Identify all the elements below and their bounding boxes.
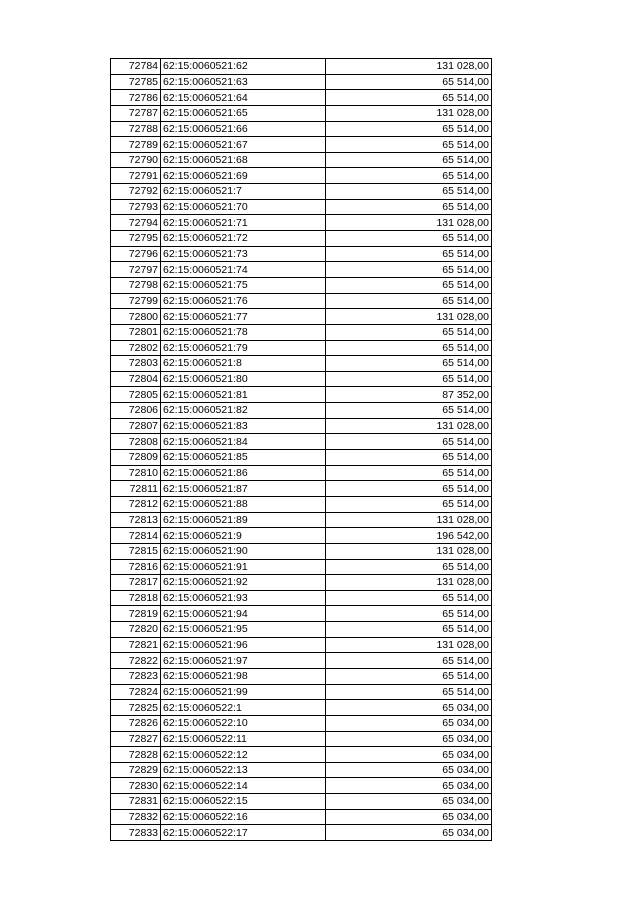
value-cell: 65 514,00	[326, 152, 492, 168]
value-cell: 65 514,00	[326, 590, 492, 606]
row-id-cell: 72825	[111, 700, 161, 716]
cadastral-number-cell: 62:15:0060521:92	[161, 575, 326, 591]
value-cell: 65 514,00	[326, 622, 492, 638]
row-id-cell: 72801	[111, 324, 161, 340]
row-id-cell: 72793	[111, 199, 161, 215]
cadastral-number-cell: 62:15:0060521:75	[161, 277, 326, 293]
row-id-cell: 72813	[111, 512, 161, 528]
table-row	[111, 137, 492, 153]
value-cell: 65 514,00	[326, 74, 492, 90]
table-row	[111, 606, 492, 622]
cadastral-number-cell: 62:15:0060521:83	[161, 418, 326, 434]
row-id-cell: 72817	[111, 575, 161, 591]
row-id-cell: 72790	[111, 152, 161, 168]
row-id-cell: 72819	[111, 606, 161, 622]
table-row	[111, 231, 492, 247]
table-row	[111, 512, 492, 528]
row-id-cell: 72792	[111, 184, 161, 200]
cadastral-number-cell: 62:15:0060521:8	[161, 356, 326, 372]
value-cell: 65 034,00	[326, 794, 492, 810]
value-cell: 65 514,00	[326, 450, 492, 466]
cadastral-number-cell: 62:15:0060521:63	[161, 74, 326, 90]
row-id-cell: 72803	[111, 356, 161, 372]
row-id-cell: 72815	[111, 543, 161, 559]
row-id-cell: 72799	[111, 293, 161, 309]
table-row	[111, 105, 492, 121]
cadastral-number-cell: 62:15:0060521:69	[161, 168, 326, 184]
row-id-cell: 72791	[111, 168, 161, 184]
cadastral-number-cell: 62:15:0060521:97	[161, 653, 326, 669]
table-row	[111, 434, 492, 450]
value-cell: 65 514,00	[326, 231, 492, 247]
table-row	[111, 481, 492, 497]
table-row	[111, 590, 492, 606]
value-cell: 131 028,00	[326, 575, 492, 591]
value-cell: 65 514,00	[326, 403, 492, 419]
cadastral-number-cell: 62:15:0060521:76	[161, 293, 326, 309]
value-cell: 65 034,00	[326, 825, 492, 841]
table-row	[111, 59, 492, 75]
cadastral-number-cell: 62:15:0060521:71	[161, 215, 326, 231]
table-row	[111, 246, 492, 262]
row-id-cell: 72789	[111, 137, 161, 153]
row-id-cell: 72798	[111, 277, 161, 293]
value-cell: 131 028,00	[326, 418, 492, 434]
row-id-cell: 72832	[111, 809, 161, 825]
table-row	[111, 684, 492, 700]
cadastral-number-cell: 62:15:0060521:81	[161, 387, 326, 403]
table-row	[111, 418, 492, 434]
table-row	[111, 496, 492, 512]
table-row	[111, 747, 492, 763]
value-cell: 65 514,00	[326, 606, 492, 622]
cadastral-number-cell: 62:15:0060522:13	[161, 762, 326, 778]
row-id-cell: 72820	[111, 622, 161, 638]
value-cell: 65 514,00	[326, 496, 492, 512]
cadastral-number-cell: 62:15:0060521:98	[161, 668, 326, 684]
cadastral-number-cell: 62:15:0060521:79	[161, 340, 326, 356]
value-cell: 65 514,00	[326, 168, 492, 184]
value-cell: 65 034,00	[326, 747, 492, 763]
row-id-cell: 72802	[111, 340, 161, 356]
value-cell: 65 514,00	[326, 371, 492, 387]
value-cell: 65 514,00	[326, 184, 492, 200]
cadastral-number-cell: 62:15:0060521:65	[161, 105, 326, 121]
table-row	[111, 668, 492, 684]
row-id-cell: 72786	[111, 90, 161, 106]
table-row	[111, 371, 492, 387]
cadastral-number-cell: 62:15:0060521:78	[161, 324, 326, 340]
row-id-cell: 72808	[111, 434, 161, 450]
value-cell: 65 514,00	[326, 137, 492, 153]
value-cell: 65 514,00	[326, 668, 492, 684]
value-cell: 131 028,00	[326, 215, 492, 231]
cadastral-number-cell: 62:15:0060521:74	[161, 262, 326, 278]
table-row	[111, 715, 492, 731]
table-row	[111, 90, 492, 106]
table-row	[111, 450, 492, 466]
cadastral-number-cell: 62:15:0060522:12	[161, 747, 326, 763]
row-id-cell: 72811	[111, 481, 161, 497]
cadastral-number-cell: 62:15:0060521:90	[161, 543, 326, 559]
value-cell: 65 514,00	[326, 481, 492, 497]
cadastral-number-cell: 62:15:0060521:77	[161, 309, 326, 325]
row-id-cell: 72810	[111, 465, 161, 481]
cadastral-number-cell: 62:15:0060521:84	[161, 434, 326, 450]
row-id-cell: 72797	[111, 262, 161, 278]
value-cell: 65 514,00	[326, 356, 492, 372]
value-cell: 131 028,00	[326, 543, 492, 559]
value-cell: 65 034,00	[326, 778, 492, 794]
table-row	[111, 324, 492, 340]
value-cell: 65 514,00	[326, 121, 492, 137]
cadastral-number-cell: 62:15:0060521:88	[161, 496, 326, 512]
value-cell: 65 034,00	[326, 762, 492, 778]
row-id-cell: 72800	[111, 309, 161, 325]
table-row	[111, 262, 492, 278]
cadastral-number-cell: 62:15:0060521:87	[161, 481, 326, 497]
row-id-cell: 72822	[111, 653, 161, 669]
cadastral-number-cell: 62:15:0060521:9	[161, 528, 326, 544]
row-id-cell: 72794	[111, 215, 161, 231]
table-row	[111, 794, 492, 810]
table-row	[111, 653, 492, 669]
value-cell: 65 514,00	[326, 324, 492, 340]
value-cell: 65 514,00	[326, 684, 492, 700]
value-cell: 65 514,00	[326, 199, 492, 215]
row-id-cell: 72796	[111, 246, 161, 262]
table-row	[111, 637, 492, 653]
cadastral-value-table	[110, 58, 492, 841]
value-cell: 65 514,00	[326, 340, 492, 356]
cadastral-number-cell: 62:15:0060521:86	[161, 465, 326, 481]
row-id-cell: 72812	[111, 496, 161, 512]
row-id-cell: 72821	[111, 637, 161, 653]
value-cell: 131 028,00	[326, 637, 492, 653]
table-row	[111, 825, 492, 841]
value-cell: 65 514,00	[326, 465, 492, 481]
row-id-cell: 72809	[111, 450, 161, 466]
table-row	[111, 403, 492, 419]
row-id-cell: 72830	[111, 778, 161, 794]
cadastral-number-cell: 62:15:0060522:17	[161, 825, 326, 841]
table-row	[111, 700, 492, 716]
row-id-cell: 72823	[111, 668, 161, 684]
value-cell: 65 514,00	[326, 262, 492, 278]
table-row	[111, 778, 492, 794]
table-row	[111, 543, 492, 559]
row-id-cell: 72804	[111, 371, 161, 387]
row-id-cell: 72784	[111, 59, 161, 75]
cadastral-number-cell: 62:15:0060521:66	[161, 121, 326, 137]
table-row	[111, 199, 492, 215]
table-row	[111, 74, 492, 90]
row-id-cell: 72828	[111, 747, 161, 763]
cadastral-number-cell: 62:15:0060522:10	[161, 715, 326, 731]
table-row	[111, 356, 492, 372]
row-id-cell: 72833	[111, 825, 161, 841]
value-cell: 131 028,00	[326, 105, 492, 121]
value-cell: 65 034,00	[326, 809, 492, 825]
cadastral-number-cell: 62:15:0060521:80	[161, 371, 326, 387]
table-row	[111, 215, 492, 231]
value-cell: 65 034,00	[326, 731, 492, 747]
table-row	[111, 559, 492, 575]
cadastral-number-cell: 62:15:0060521:62	[161, 59, 326, 75]
row-id-cell: 72816	[111, 559, 161, 575]
value-cell: 65 514,00	[326, 90, 492, 106]
table-row	[111, 731, 492, 747]
table-row	[111, 152, 492, 168]
table-row	[111, 293, 492, 309]
table-row	[111, 762, 492, 778]
value-cell: 65 034,00	[326, 700, 492, 716]
cadastral-number-cell: 62:15:0060522:15	[161, 794, 326, 810]
row-id-cell: 72831	[111, 794, 161, 810]
table-row	[111, 387, 492, 403]
cadastral-number-cell: 62:15:0060522:1	[161, 700, 326, 716]
cadastral-number-cell: 62:15:0060521:7	[161, 184, 326, 200]
cadastral-number-cell: 62:15:0060521:91	[161, 559, 326, 575]
row-id-cell: 72814	[111, 528, 161, 544]
value-cell: 65 034,00	[326, 715, 492, 731]
cadastral-number-cell: 62:15:0060521:64	[161, 90, 326, 106]
cadastral-number-cell: 62:15:0060521:82	[161, 403, 326, 419]
value-cell: 131 028,00	[326, 309, 492, 325]
value-cell: 65 514,00	[326, 277, 492, 293]
cadastral-number-cell: 62:15:0060521:72	[161, 231, 326, 247]
row-id-cell: 72826	[111, 715, 161, 731]
table-row	[111, 465, 492, 481]
row-id-cell: 72807	[111, 418, 161, 434]
cadastral-number-cell: 62:15:0060521:70	[161, 199, 326, 215]
value-cell: 87 352,00	[326, 387, 492, 403]
cadastral-number-cell: 62:15:0060521:67	[161, 137, 326, 153]
cadastral-number-cell: 62:15:0060521:73	[161, 246, 326, 262]
table-row	[111, 575, 492, 591]
value-cell: 65 514,00	[326, 434, 492, 450]
value-cell: 196 542,00	[326, 528, 492, 544]
cadastral-number-cell: 62:15:0060522:16	[161, 809, 326, 825]
row-id-cell: 72795	[111, 231, 161, 247]
value-cell: 65 514,00	[326, 559, 492, 575]
cadastral-number-cell: 62:15:0060521:95	[161, 622, 326, 638]
table-row	[111, 622, 492, 638]
row-id-cell: 72829	[111, 762, 161, 778]
value-cell: 131 028,00	[326, 59, 492, 75]
cadastral-number-cell: 62:15:0060522:11	[161, 731, 326, 747]
table-row	[111, 528, 492, 544]
value-cell: 131 028,00	[326, 512, 492, 528]
cadastral-number-cell: 62:15:0060521:96	[161, 637, 326, 653]
cadastral-number-cell: 62:15:0060521:85	[161, 450, 326, 466]
row-id-cell: 72785	[111, 74, 161, 90]
table-row	[111, 809, 492, 825]
table-row	[111, 121, 492, 137]
value-cell: 65 514,00	[326, 246, 492, 262]
row-id-cell: 72824	[111, 684, 161, 700]
value-cell: 65 514,00	[326, 653, 492, 669]
row-id-cell: 72827	[111, 731, 161, 747]
value-cell: 65 514,00	[326, 293, 492, 309]
row-id-cell: 72806	[111, 403, 161, 419]
table-row	[111, 340, 492, 356]
cadastral-number-cell: 62:15:0060521:89	[161, 512, 326, 528]
table-body	[111, 59, 492, 841]
cadastral-number-cell: 62:15:0060521:68	[161, 152, 326, 168]
table-row	[111, 168, 492, 184]
cadastral-number-cell: 62:15:0060521:94	[161, 606, 326, 622]
table-row	[111, 309, 492, 325]
row-id-cell: 72818	[111, 590, 161, 606]
cadastral-number-cell: 62:15:0060522:14	[161, 778, 326, 794]
row-id-cell: 72787	[111, 105, 161, 121]
table-row	[111, 184, 492, 200]
cadastral-number-cell: 62:15:0060521:93	[161, 590, 326, 606]
row-id-cell: 72788	[111, 121, 161, 137]
cadastral-number-cell: 62:15:0060521:99	[161, 684, 326, 700]
row-id-cell: 72805	[111, 387, 161, 403]
table-row	[111, 277, 492, 293]
